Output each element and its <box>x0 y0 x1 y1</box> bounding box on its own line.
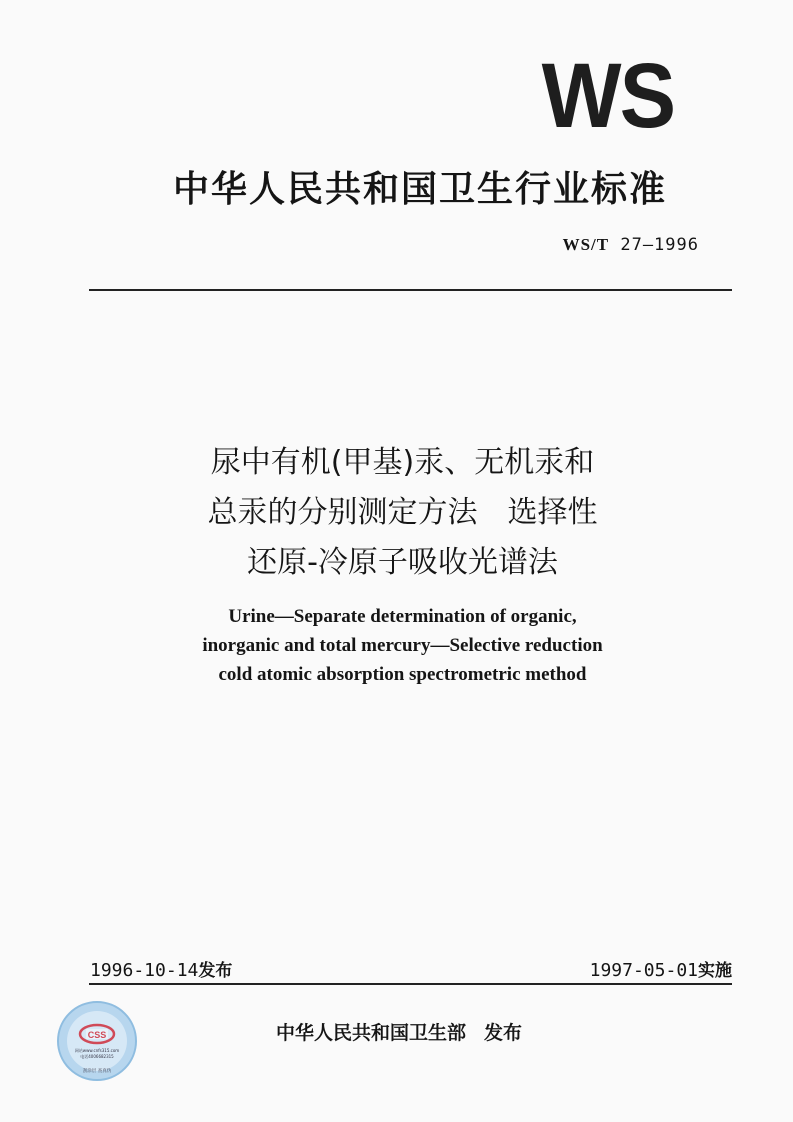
publisher-action: 发布 <box>484 1022 523 1044</box>
issue-date <box>90 956 232 981</box>
standard-number <box>563 235 699 255</box>
chinese-title-line-1: 尿中有机(甲基)汞、无机汞和 <box>210 445 595 480</box>
chinese-title <box>100 438 705 588</box>
publisher-name: 中华人民共和国卫生部 <box>276 1022 467 1044</box>
ws-logo: WS <box>541 45 675 147</box>
chinese-title-line-3: 还原-冷原子吸收光谱法 <box>247 545 558 580</box>
chinese-title-line-2: 总汞的分别测定方法 选择性 <box>207 495 598 530</box>
standard-title: 中华人民共和国卫生行业标准 <box>172 169 667 210</box>
seal-line-1: 网站www.cnfs315.com <box>74 1048 120 1053</box>
english-title <box>100 602 705 689</box>
seal-line-2: 电话4006682315 <box>80 1054 114 1059</box>
english-title-line-2: inorganic and total mercury—Selective reduction <box>202 635 603 656</box>
issue-label: 发布 <box>198 961 233 981</box>
seal-bottom-text: 刮涂层 查真伪 <box>82 1069 112 1074</box>
anti-counterfeit-seal-icon <box>56 1000 138 1082</box>
standard-code: WS/T <box>562 235 610 254</box>
english-title-line-3: cold atomic absorption spectrometric method <box>218 664 587 685</box>
top-rule <box>89 289 732 291</box>
issue-date-value: 1996-10-14 <box>90 960 199 981</box>
bottom-rule <box>89 983 732 985</box>
svg-text:CSS: CSS <box>87 1030 107 1040</box>
implementation-date-value: 1997-05-01 <box>589 960 698 981</box>
implementation-label: 实施 <box>698 961 732 981</box>
implementation-date <box>590 956 732 981</box>
publisher <box>276 1018 522 1045</box>
standard-number-value: 27—1996 <box>609 235 699 255</box>
english-title-line-1: Urine—Separate determination of organic, <box>228 606 577 627</box>
